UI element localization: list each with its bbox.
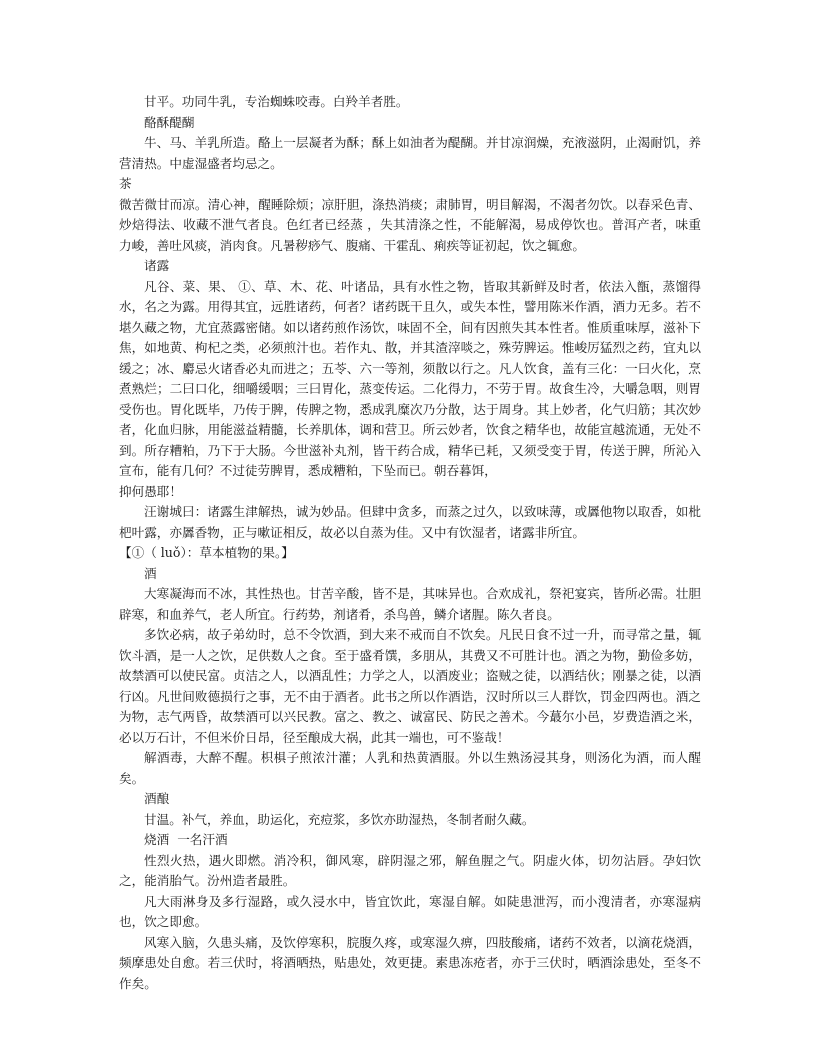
paragraph-shao-jiu-2: 凡大雨淋身及多行湿路，或久浸水中，皆宜饮此，寒湿自解。如陡患泄泻，而小溲清者，亦寒湿病也，饮之即愈。 (119, 893, 701, 929)
paragraph-shao-jiu-1: 性烈火热，遇火即燃。消冷积，御风寒，辟阴湿之邪，解鱼腥之气。阴虚火体，切勿沾唇。孕妇饮之，能消胎气。汾州造者最胜。 (119, 852, 701, 888)
paragraph-shao-jiu-3: 风寒入脑，久患头痛，及饮停寒积，脘腹久疼，或寒湿久痹，四肢酸痛，诸药不效者，以滴花烧酒，频摩患处自愈。若三伏时，将酒晒热，贴患处，效更捷。素患冻疮者，亦于三伏时，晒酒涂患处，至冬不作矣。 (119, 934, 701, 991)
paragraph-zhu-lu: 凡谷、菜、果、 ①、草、木、花、叶诸品，具有水性之物，皆取其新鲜及时者，依法入甑，蒸馏得水，名之为露。用得其宜，远胜诸药，何者？诸药既干且久，或失本性，譬用陈米作酒，酒力无多。若不堪久藏之物，尤宜蒸露密储。如以诸药煎作汤饮，味固不全，间有因煎失其本性者。惟质重味厚，滋补下焦，如地黄、枸杞之类，必须煎汁也。若作丸、散，并其渣滓啖之，殊劳脾运。惟峻厉猛烈之药，宜丸以缓之；冰、麝忌火诸香必丸而进之；五苓、六一等剂，须散以行之。凡人饮食，盖有三化：一曰火化，烹煮熟烂；二曰口化，细嚼缓咽；三曰胃化，蒸变传运。二化得力，不劳于胃。故食生冷，大嚼急咽，则胃受伤也。胃化既毕，乃传于脾，传脾之物，悉成乳糜次乃分散，达于周身。其上妙者，化气归筋；其次妙者，化血归脉，用能滋益精髓，长养肌体，调和营卫。所云妙者，饮食之精华也，故能宣越流通，无处不到。所存糟粕，乃下于大肠。今世滋补丸剂，皆干药合成，精华已耗，又须受变于胃，传送于脾，所沁入宣布，能有几何？不过徒劳脾胃，悉成糟粕，下坠而已。朝吞暮饵， (119, 278, 701, 478)
paragraph-jiu-2: 多饮必病，故子弟幼时，总不令饮酒，到大来不戒而自不饮矣。凡民日食不过一升，而寻常之量，辄饮斗酒，是一人之饮，足供数人之食。至于盛肴馔，多朋从，其费又不可胜计也。酒之为物，勤俭多妨，故禁酒可以使民富。贞洁之人，以酒乱性；力学之人，以酒废业；盗贼之徒，以酒结伙；刚暴之徒，以酒行凶。凡世间败德损行之事，无不由于酒者。此书之所以作酒诰，汉时所以三人群饮，罚金四两也。酒之为物，志气两昏，故禁酒可以兴民教。富之、教之、诚富民、防民之善术。今蕞尔小邑，岁费造酒之米，必以万石计，不但米价日昂，径至酿成大祸，此其一端也，可不鉴哉！ (119, 627, 701, 745)
paragraph-cha: 微苦微甘而凉。清心神，醒睡除烦；凉肝胆，涤热消痰；肃肺胃，明目解渴，不渴者勿饮。以春采色青、炒焙得法、收藏不泄气者良。色红者已经蒸 ，失其清涤之性，不能解渴，易成停饮也。普洱产者，味重力峻，善吐风痰，消肉食。凡暑秽痧气、腹痛、干霍乱、痢疾等证初起，饮之辄愈。 (119, 196, 701, 253)
paragraph-yi-he-yu-ye: 抑何愚耶！ (119, 483, 182, 499)
heading-cha: 茶 (119, 176, 132, 191)
paragraph-niu-ru: 甘平。功同牛乳，专治蜘蛛咬毒。白羚羊者胜。 (144, 94, 409, 109)
heading-jiu: 酒 (144, 565, 157, 581)
heading-jiu-niang: 酒酿 (144, 791, 170, 806)
heading-shao-jiu: 烧酒 一名汗酒 (144, 832, 228, 847)
heading-lao-su-ti-hu: 酪酥醍醐 (144, 114, 195, 130)
paragraph-jiu-1: 大寒凝海而不冰，其性热也。甘苦辛酸，皆不是，其味异也。合欢成礼，祭祀宴宾，皆所必需。壮胆辟寒，和血养气，老人所宜。行药势，剂诸肴，杀鸟兽，鳞介诸腥。陈久者良。 (119, 586, 701, 622)
footnote: 【①（ luǒ）：草本植物的果。】 (119, 545, 294, 560)
paragraph-wang-xie-cheng: 汪谢城曰：诸露生津解热，诚为妙品。但肆中贪多，而蒸之过久，以致味薄，或羼他物以取香，如枇杷叶露，亦羼香物，正与嗽证相反，故必以自蒸为佳。又中有饮湿者，诸露非所宜。 (119, 504, 701, 540)
paragraph-lao-su: 牛、马、羊乳所造。酪上一层凝者为酥；酥上如油者为醍醐。并甘凉润燥，充液滋阴，止渴耐饥，养营清热。中虚湿盛者均忌之。 (119, 135, 701, 171)
page-content (119, 92, 701, 994)
heading-zhu-lu: 诸露 (144, 258, 170, 273)
paragraph-jie-jiu-du: 解酒毒，大醉不醒。枳椇子煎浓汁灌；人乳和热黄酒服。外以生熟汤浸其身，则汤化为酒，而人醒矣。 (119, 750, 701, 786)
paragraph-jiu-niang: 甘温。补气，养血，助运化，充痘浆，多饮亦助湿热，冬制者耐久藏。 (144, 811, 535, 827)
